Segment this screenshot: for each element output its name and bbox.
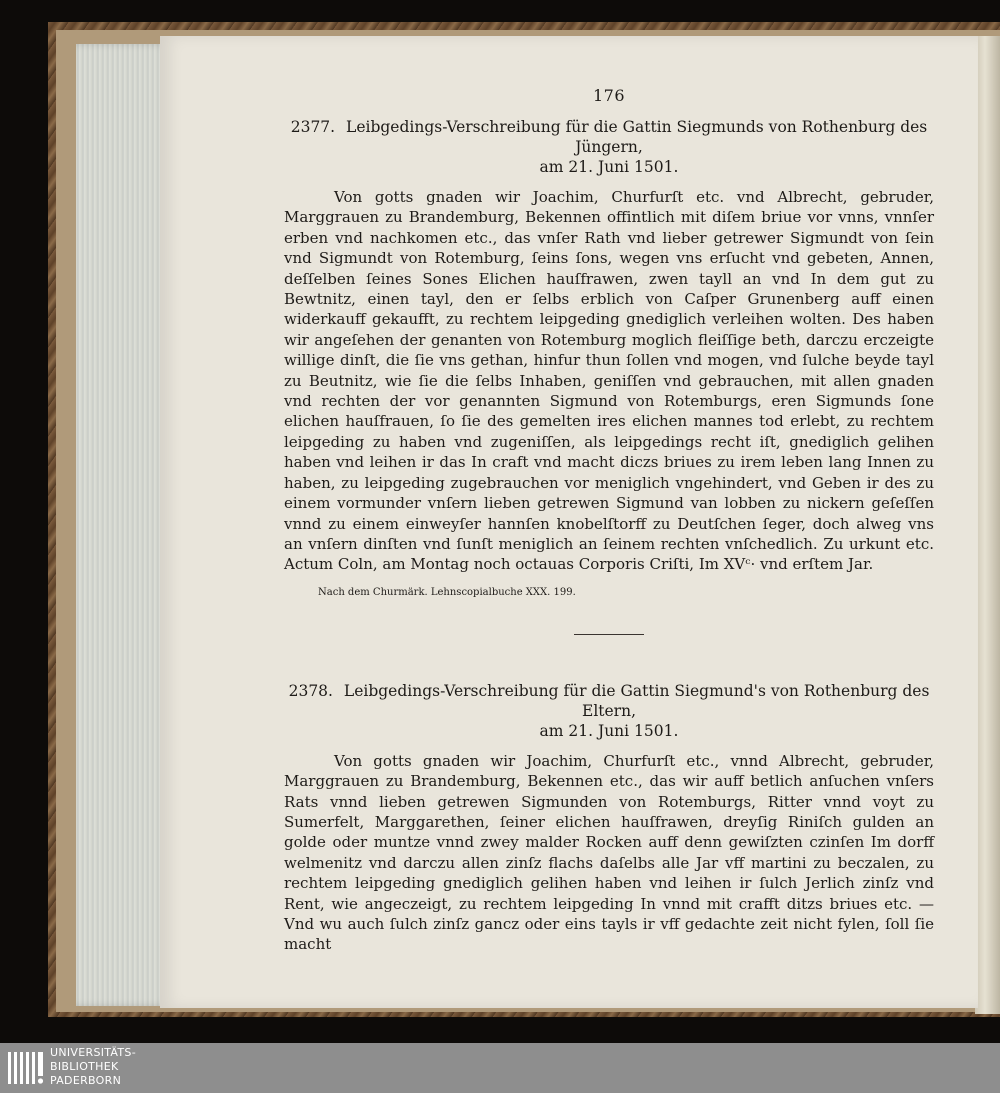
page-stack-edge	[76, 44, 172, 1006]
document-number: 2377.	[290, 118, 336, 136]
document-2378	[284, 681, 934, 955]
page-number: 176	[592, 86, 626, 105]
facing-page-edge	[975, 36, 1000, 1014]
library-name-line: PADERBORN	[50, 1074, 122, 1087]
library-name-line: BIBLIOTHEK	[50, 1060, 119, 1073]
document-body: Von gotts gnaden wir Joachim, Churfurſt etc., vnnd Albrecht, gebruder, Marggrauen zu Brandemburg, Bekennen etc., das wir auff betlich anſuchen vnſers Rats vnnd lieben getrewen Sigmunden von Rotemburgs, Ritter vnnd voyt zu Sumerfelt, Marggarethen, ſeiner elichen hauſfrawen, dreyſig Riniſch gulden an golde oder muntze vnnd zwey malder Rocken auff denn gewiſzten czinſen Im dorff welmenitz vnd darczu allen zinſz flachs daſelbs alle Jar vff martini zu beczalen, zu rechtem leipgeding gnediglich gelihen haben vnd leihen ir ſulch Jerlich zinſz vnd Rent, wie angeczeigt, zu rechtem leipgeding In vnnd mit crafft ditzs briues etc. — Vnd wu auch ſulch zinſz gancz oder eins tayls ir vff gedachte zeit nicht fylen, ſoll ſie macht	[284, 751, 934, 954]
document-title: Leibgedings-Verschreibung für die Gattin Siegmund's von Rothenburg des Eltern,	[343, 681, 930, 720]
library-logo-icon	[6, 1048, 46, 1088]
document-heading	[284, 681, 934, 741]
document-number: 2378.	[288, 681, 333, 700]
library-name	[50, 1046, 136, 1088]
section-divider	[574, 634, 644, 635]
document-date: am 21. Juni 1501.	[539, 721, 679, 740]
document-2377	[284, 117, 934, 598]
document-title: Leibgedings-Verschreibung für die Gattin Siegmunds von Rothenburg des Jüngern,	[346, 118, 928, 156]
page-content	[284, 86, 934, 965]
document-body: Von gotts gnaden wir Joachim, Churfurſt etc. vnd Albrecht, gebruder, Marggrauen zu Brandemburg, Bekennen offintlich mit diſem briue vor vnns, vnnſer erben vnd nachkomen etc., das vnſer Rath vnd lieber getrewer Sigmundt von ſein vnd Sigmundt von Rotemburg, ſeins ſons, wegen vns erſucht vnd gebeten, Annen, deſſelben ſeines Sones Elichen hauſfrawen, zwen tayll an vnd In dem gut zu Bewtnitz, einen tayl, den er ſelbs erblich von Caſper Grunenberg auff einen widerkauff gekaufft, zu rechtem leipgeding gnediglich verleihen wolten. Des haben wir angeſehen der genanten von Rotemburg moglich fleiſſige beth, darczu erczeigte willige dinſt, die ſie vns gethan, hinfur thun ſollen vnd mogen, vnd ſulche beyde tayl zu Beutnitz, wie ſie die ſelbs Inhaben, geniſſen vnd gebrauchen, mit allen gnaden vnd rechten der vor genannten Sigmund von Rotemburgs, eren Sigmunds ſone elichen hauſfrauen, ſo ſie des gemelten ires elichen mannes tod erlebt, zu rechtem leipgeding zu haben vnd zugeniſſen, als leipgedings recht iſt, gnediglich gelihen haben vnd leihen ir das In craft vnd macht diczs briues zu irem leben lang Innen zu haben, zu leipgeding zugebrauchen vor meniglich vngehindert, vnd Geben ir des zu einem vormunder vnſern lieben getrewen Sigmund van lobben zu nickern geſeſſen vnnd zu einem einweyſer hannſen knobelſtorff zu Deutſchen ſeger, doch alweg vns an vnſern dinſten vnd ſunſt meniglich an ſeinem rechten vnſchedlich. Zu urkunt etc. Actum Coln, am Montag noch octauas Corporis Criſti, Im XVᶜ· vnd erſtem Jar.	[284, 188, 934, 574]
library-name-line: UNIVERSITÄTS-	[50, 1046, 136, 1059]
document-heading	[284, 117, 934, 177]
document-source: Nach dem Churmärk. Lehnscopialbuche XXX. 199.	[318, 586, 576, 598]
book-page	[160, 36, 978, 1008]
library-footer	[0, 1043, 1000, 1093]
document-date: am 21. Juni 1501.	[539, 158, 679, 176]
